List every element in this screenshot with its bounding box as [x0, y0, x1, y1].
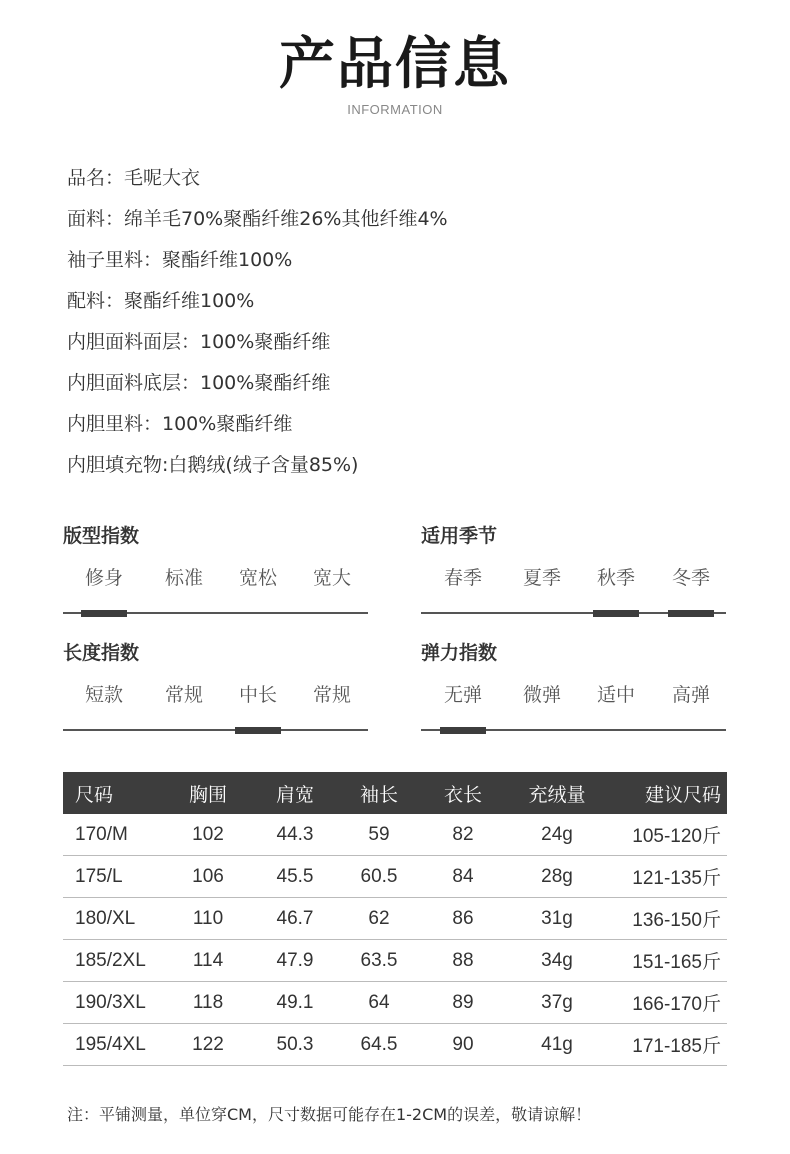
fit-option: 宽大 — [312, 567, 351, 589]
table-cell: 49.1 — [253, 982, 337, 1024]
table-cell: 105-120斤 — [609, 814, 727, 856]
info-line-inner-lining: 内胆里料：100%聚酯纤维 — [67, 413, 293, 435]
col-header-length: 衣长 — [421, 772, 505, 814]
length-option: 常规 — [312, 684, 351, 706]
table-row — [63, 814, 727, 856]
table-cell: 37g — [505, 982, 609, 1024]
fit-option: 标准 — [164, 567, 203, 589]
info-line-inner-outer: 内胆面料面层：100%聚酯纤维 — [67, 331, 331, 353]
fit-index-title: 版型指数 — [63, 525, 140, 547]
fit-option: 宽松 — [238, 567, 277, 589]
product-info-list — [67, 158, 448, 486]
table-cell: 41g — [505, 1024, 609, 1066]
col-header-chest: 胸围 — [163, 772, 253, 814]
table-cell: 62 — [337, 898, 421, 940]
info-line-trim: 配料：聚酯纤维100% — [67, 290, 255, 312]
table-cell: 190/3XL — [63, 982, 163, 1024]
table-cell: 86 — [421, 898, 505, 940]
col-header-down-fill: 充绒量 — [505, 772, 609, 814]
length-index — [63, 640, 371, 717]
index-selection-marker — [593, 610, 639, 617]
season-index-title: 适用季节 — [421, 525, 498, 547]
page-subtitle: INFORMATION — [347, 102, 443, 117]
season-index — [421, 523, 729, 600]
table-cell: 64 — [337, 982, 421, 1024]
table-cell: 114 — [163, 940, 253, 982]
table-cell: 171-185斤 — [609, 1024, 727, 1066]
table-cell: 180/XL — [63, 898, 163, 940]
elasticity-index — [421, 640, 729, 717]
table-cell: 88 — [421, 940, 505, 982]
col-header-size: 尺码 — [63, 772, 163, 814]
col-header-recommended: 建议尺码 — [609, 772, 727, 814]
table-cell: 185/2XL — [63, 940, 163, 982]
fit-option: 修身 — [84, 567, 123, 589]
table-cell: 47.9 — [253, 940, 337, 982]
table-cell: 34g — [505, 940, 609, 982]
table-row — [63, 898, 727, 940]
table-cell: 82 — [421, 814, 505, 856]
info-line-inner-base: 内胆面料底层：100%聚酯纤维 — [67, 372, 331, 394]
season-option: 夏季 — [522, 567, 561, 589]
info-line-sleeve-lining: 袖子里料：聚酯纤维100% — [67, 249, 293, 271]
size-table — [63, 772, 727, 1066]
table-cell: 170/M — [63, 814, 163, 856]
length-index-track — [63, 729, 368, 731]
table-cell: 24g — [505, 814, 609, 856]
table-cell: 50.3 — [253, 1024, 337, 1066]
elasticity-option: 适中 — [596, 684, 635, 706]
table-cell: 110 — [163, 898, 253, 940]
elasticity-option: 高弹 — [671, 684, 710, 706]
table-cell: 46.7 — [253, 898, 337, 940]
table-cell: 90 — [421, 1024, 505, 1066]
elasticity-option: 微弹 — [522, 684, 561, 706]
table-row — [63, 1024, 727, 1066]
length-option: 短款 — [84, 684, 123, 706]
info-line-filling: 内胆填充物:白鹅绒(绒子含量85%) — [67, 454, 359, 476]
elasticity-option: 无弹 — [443, 684, 482, 706]
table-cell: 195/4XL — [63, 1024, 163, 1066]
table-cell: 31g — [505, 898, 609, 940]
season-option: 冬季 — [671, 567, 710, 589]
length-option: 中长 — [238, 684, 277, 706]
table-cell: 166-170斤 — [609, 982, 727, 1024]
table-cell: 60.5 — [337, 856, 421, 898]
season-option: 秋季 — [596, 567, 635, 589]
length-option: 常规 — [164, 684, 203, 706]
table-cell: 102 — [163, 814, 253, 856]
index-selection-marker — [440, 727, 486, 734]
info-line-fabric: 面料：绵羊毛70%聚酯纤维26%其他纤维4% — [67, 208, 448, 230]
table-cell: 175/L — [63, 856, 163, 898]
table-row — [63, 856, 727, 898]
table-row — [63, 940, 727, 982]
table-cell: 64.5 — [337, 1024, 421, 1066]
page-title: 产品信息 — [279, 32, 511, 97]
table-cell: 28g — [505, 856, 609, 898]
fit-index — [63, 523, 371, 600]
length-index-title: 长度指数 — [63, 642, 140, 664]
table-cell: 63.5 — [337, 940, 421, 982]
index-selection-marker — [668, 610, 714, 617]
index-selection-marker — [81, 610, 127, 617]
size-table-header-row — [63, 772, 727, 814]
elasticity-index-title: 弹力指数 — [421, 642, 498, 664]
measurement-note: 注：平铺测量，单位穿CM，尺寸数据可能存在1-2CM的误差，敬请谅解！ — [67, 1105, 592, 1124]
table-cell: 44.3 — [253, 814, 337, 856]
col-header-sleeve: 袖长 — [337, 772, 421, 814]
table-cell: 136-150斤 — [609, 898, 727, 940]
table-cell: 151-165斤 — [609, 940, 727, 982]
info-line-name: 品名：毛呢大衣 — [67, 167, 201, 189]
table-cell: 122 — [163, 1024, 253, 1066]
season-option: 春季 — [443, 567, 482, 589]
col-header-shoulder: 肩宽 — [253, 772, 337, 814]
table-cell: 45.5 — [253, 856, 337, 898]
table-cell: 89 — [421, 982, 505, 1024]
table-cell: 121-135斤 — [609, 856, 727, 898]
table-cell: 59 — [337, 814, 421, 856]
table-cell: 84 — [421, 856, 505, 898]
table-cell: 118 — [163, 982, 253, 1024]
table-cell: 106 — [163, 856, 253, 898]
table-row — [63, 982, 727, 1024]
index-selection-marker — [235, 727, 281, 734]
